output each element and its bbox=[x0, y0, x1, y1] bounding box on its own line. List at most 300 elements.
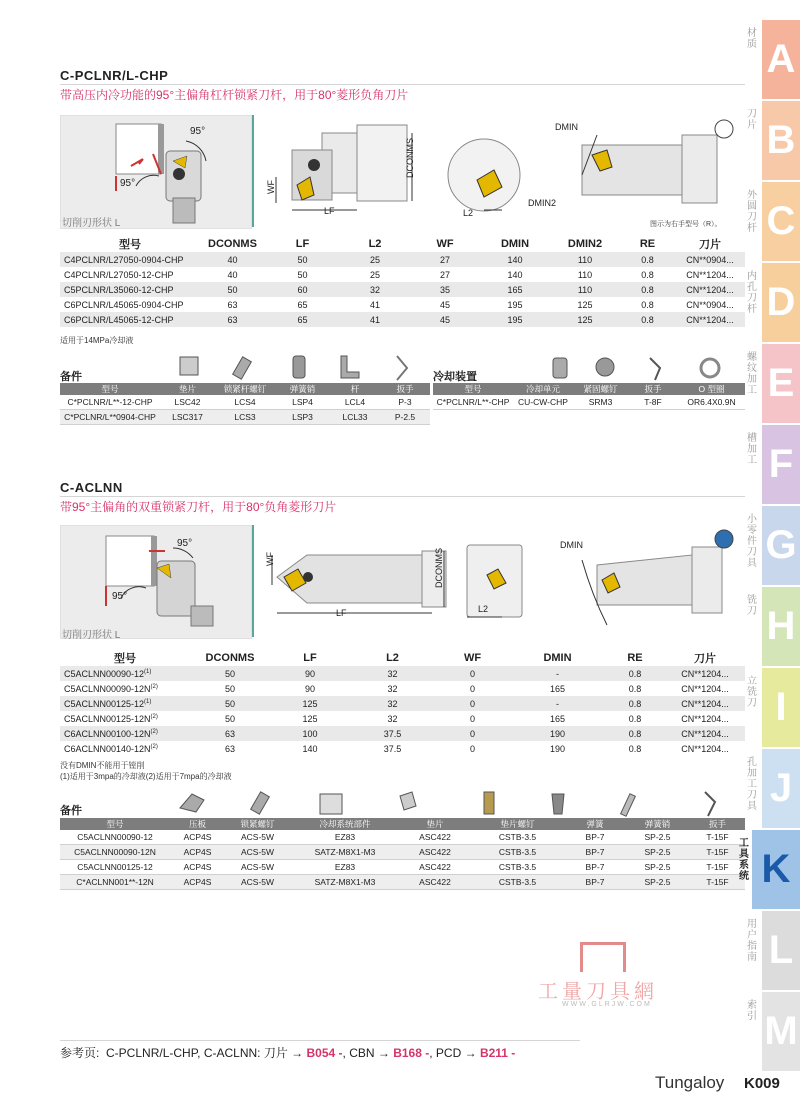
cell: 65 bbox=[265, 312, 340, 327]
cell: CN**1204... bbox=[686, 269, 734, 280]
cell: ASC422 bbox=[400, 830, 470, 845]
col-clamp-screw: 锁紧螺钉 bbox=[225, 818, 290, 830]
cell: LCL33 bbox=[330, 410, 380, 425]
cell: 125 bbox=[577, 299, 593, 310]
cell: C*PCLNR/L**-CHP bbox=[433, 395, 513, 410]
cell: 0 bbox=[469, 683, 475, 694]
cell: CN**1204... bbox=[665, 726, 745, 741]
cell: 125 bbox=[302, 713, 318, 724]
spec-table-2 bbox=[60, 650, 745, 756]
side-tab-h[interactable] bbox=[747, 587, 800, 666]
col-wrench: 扳手 bbox=[690, 818, 745, 830]
col-spring: 弹簧 bbox=[565, 818, 625, 830]
table-row bbox=[60, 741, 745, 756]
screw-icon bbox=[233, 357, 252, 379]
col-lf: LF bbox=[295, 238, 310, 250]
cell: SRM3 bbox=[573, 395, 628, 410]
cell: 165 bbox=[549, 713, 566, 724]
section2-subtitle: 带95°主偏角的双重锁紧刀杆，用于80°负角菱形刀片 bbox=[60, 500, 337, 514]
cell: ASC422 bbox=[400, 860, 470, 875]
pin-icon bbox=[293, 356, 305, 378]
cell: SP-2.5 bbox=[625, 860, 690, 875]
parts-table-2 bbox=[60, 818, 745, 890]
cell: CN**1204... bbox=[681, 743, 729, 754]
cell bbox=[60, 711, 190, 726]
col-re: RE bbox=[627, 652, 643, 664]
side-tab-f[interactable] bbox=[747, 425, 800, 504]
table-row bbox=[60, 282, 745, 297]
table-row bbox=[60, 252, 745, 267]
cell: 140 bbox=[302, 743, 318, 754]
cooling-icons bbox=[545, 352, 745, 382]
cell: 0.8 bbox=[605, 666, 665, 681]
cell: C4PCLNR/L27050-12-CHP bbox=[64, 269, 174, 280]
table-row bbox=[60, 267, 745, 282]
page-number: K009 bbox=[744, 1075, 780, 1092]
cell: 0 bbox=[469, 743, 475, 754]
tab-letter: M bbox=[764, 1009, 798, 1053]
tab-label: 铣刀 bbox=[747, 595, 757, 617]
cell: C6PCLNR/L45065-12-CHP bbox=[60, 312, 200, 327]
cell: 110 bbox=[550, 252, 620, 267]
col-clamp: 压板 bbox=[170, 818, 225, 830]
cell: 190 bbox=[549, 743, 566, 754]
dim-dconms-2: DCONMS bbox=[434, 548, 444, 588]
col-coolant-part: 冷却系统部件 bbox=[290, 818, 400, 830]
cell: 50 bbox=[224, 683, 235, 694]
dim-wf-1: WF bbox=[266, 180, 276, 194]
watermark-url: WWW.GLRJW.COM bbox=[562, 1001, 652, 1008]
cell: 25 bbox=[340, 252, 410, 267]
cell: 90 bbox=[270, 666, 350, 681]
cell: SP-2.5 bbox=[625, 830, 690, 845]
parts-icons-1 bbox=[175, 352, 425, 382]
side-tab-l[interactable] bbox=[747, 911, 800, 990]
cell: 60 bbox=[265, 282, 340, 297]
cell: 32 bbox=[387, 683, 398, 694]
col-shim: 垫片 bbox=[400, 818, 470, 830]
cell: 35 bbox=[410, 282, 480, 297]
side-tab-k[interactable] bbox=[739, 830, 800, 909]
cell: T-15F bbox=[690, 830, 745, 845]
footnote-mark: (2) bbox=[150, 713, 158, 720]
clamp-icon bbox=[180, 794, 204, 812]
section1-subtitle: 带高压内冷功能的95°主偏角杠杆锁紧刀杆，用于80°菱形负角刀片 bbox=[60, 88, 409, 102]
wrench-icon bbox=[705, 792, 715, 816]
cell: CN**1204... bbox=[681, 713, 729, 724]
footnote-mark: (2) bbox=[150, 683, 158, 690]
cell: 0 bbox=[435, 666, 510, 681]
cell: 25 bbox=[369, 269, 380, 280]
parts-table-1 bbox=[60, 383, 430, 425]
col-model: 型号 bbox=[60, 818, 170, 830]
model-text: C5ACLNN00090-12 bbox=[64, 668, 145, 679]
col-o-ring: O 型圈 bbox=[678, 383, 745, 395]
model-text: C6ACLNN00100-12N bbox=[64, 728, 151, 739]
tab-letter: G bbox=[765, 523, 797, 567]
cell: 0.8 bbox=[641, 269, 654, 280]
cell: ACS-5W bbox=[225, 860, 290, 875]
cell: CSTB-3.5 bbox=[470, 845, 565, 860]
section2-title: C-ACLNN bbox=[60, 480, 123, 495]
cell: BP-7 bbox=[565, 830, 625, 845]
table-row bbox=[60, 845, 745, 860]
cutting-edge-panel-2 bbox=[60, 525, 252, 639]
col-dconms: DCONMS bbox=[208, 238, 257, 250]
shim-screw-icon bbox=[484, 792, 494, 814]
side-tab-b[interactable] bbox=[747, 101, 800, 180]
tab-letter: F bbox=[768, 442, 794, 486]
cell: BP-7 bbox=[565, 845, 625, 860]
cell: 27 bbox=[439, 269, 450, 280]
side-tab-c[interactable] bbox=[747, 182, 800, 261]
tab-letter: D bbox=[766, 280, 796, 324]
brand-name: Tungaloy bbox=[655, 1073, 725, 1092]
dim-l2-1: L2 bbox=[463, 208, 474, 218]
col-spring-pin: 弹簧销 bbox=[275, 383, 330, 395]
col-shim: 垫片 bbox=[160, 383, 215, 395]
cell: 40 bbox=[200, 252, 265, 267]
col-model: 型号 bbox=[433, 383, 513, 395]
col-lever-screw: 锁紧杆螺钉 bbox=[215, 383, 275, 395]
dim-lf-2: LF bbox=[336, 608, 347, 618]
tab-label: 小零件刀具 bbox=[747, 514, 757, 569]
section1-title: C-PCLNR/L-CHP bbox=[60, 68, 169, 83]
cell: 140 bbox=[480, 252, 550, 267]
cell: C5ACLNN00125-12 bbox=[60, 860, 170, 875]
tab-label: 内孔刀杆 bbox=[747, 271, 757, 315]
cell: ACP4S bbox=[170, 830, 225, 845]
footnote-mark: (1) bbox=[144, 668, 152, 675]
cell: ACP4S bbox=[170, 860, 225, 875]
col-dmin2: DMIN2 bbox=[567, 238, 603, 250]
footnote-mark: (2) bbox=[150, 728, 158, 735]
cell: 32 bbox=[387, 713, 398, 724]
tab-label: 材质 bbox=[747, 28, 757, 50]
cell: SP-2.5 bbox=[625, 845, 690, 860]
cell: P-3 bbox=[380, 395, 430, 410]
tab-letter: L bbox=[768, 928, 794, 972]
footnote-mark: (1) bbox=[144, 698, 152, 705]
cell: 32 bbox=[350, 696, 435, 711]
reference-text-3: , PCD → bbox=[429, 1046, 477, 1060]
shim-icon bbox=[180, 357, 198, 375]
watermark-text: 工量刀具網 bbox=[538, 981, 658, 1003]
reference-line bbox=[60, 1044, 515, 1061]
cell: 0.8 bbox=[641, 299, 654, 310]
cell: SP-2.5 bbox=[625, 875, 690, 890]
cell: SATZ-M8X1-M3 bbox=[290, 845, 400, 860]
cooling-unit-icon bbox=[553, 358, 567, 378]
coolant-part-icon bbox=[320, 794, 342, 814]
cut-shape-label-2: 切削刃形状 L bbox=[62, 630, 121, 641]
tab-label: 用户指南 bbox=[747, 919, 757, 963]
note-coolant: (1)适用于3mpa的冷却液(2)适用于7mpa的冷却液 bbox=[60, 772, 232, 781]
cell: P-2.5 bbox=[380, 410, 430, 425]
cell: EZ83 bbox=[290, 860, 400, 875]
col-wf: WF bbox=[463, 652, 482, 664]
cell: 27 bbox=[410, 252, 480, 267]
tab-label: 刀片 bbox=[747, 109, 757, 131]
col-wrench: 扳手 bbox=[628, 383, 678, 395]
cell: 0.8 bbox=[620, 312, 675, 327]
cell: T-8F bbox=[628, 395, 678, 410]
cell: T-15F bbox=[690, 860, 745, 875]
teal-separator-1 bbox=[252, 115, 254, 227]
parts-title-2: 备件 bbox=[60, 805, 82, 817]
cell: 190 bbox=[510, 726, 605, 741]
cutting-edge-panel-1 bbox=[60, 115, 252, 229]
cell: 165 bbox=[480, 282, 550, 297]
cell: ACP4S bbox=[170, 845, 225, 860]
cell: 50 bbox=[200, 282, 265, 297]
cell: CSTB-3.5 bbox=[470, 830, 565, 845]
cell: 0 bbox=[469, 713, 475, 724]
cell: 100 bbox=[270, 726, 350, 741]
section2-divider bbox=[60, 496, 745, 497]
cell: 0.8 bbox=[628, 743, 642, 754]
reference-link-b168[interactable]: B168 - bbox=[393, 1046, 430, 1060]
cell: 165 bbox=[549, 683, 566, 694]
table-row bbox=[60, 860, 745, 875]
tab-letter: K bbox=[761, 847, 791, 891]
key-icon bbox=[397, 356, 407, 380]
table-row bbox=[60, 297, 745, 312]
cell: T-15F bbox=[690, 845, 745, 860]
col-l2: L2 bbox=[368, 238, 382, 250]
cut-shape-label-1: 切削刃形状 L bbox=[62, 218, 121, 229]
watermark-logo-icon bbox=[580, 942, 626, 972]
parts-icons-2 bbox=[170, 788, 745, 818]
cutting-edge-diagram-1 bbox=[61, 116, 251, 228]
cell: 50 bbox=[265, 252, 340, 267]
cell bbox=[60, 666, 190, 681]
col-lf: LF bbox=[303, 652, 317, 664]
dim-dmin-1: DMIN bbox=[555, 122, 578, 132]
cell: BP-7 bbox=[565, 875, 625, 890]
side-tab-a[interactable] bbox=[747, 20, 800, 99]
col-insert: 刀片 bbox=[694, 653, 716, 665]
cell: 195 bbox=[507, 299, 523, 310]
cell: LCS4 bbox=[215, 395, 275, 410]
cell: 63 bbox=[224, 743, 235, 754]
col-screw: 紧固螺钉 bbox=[573, 383, 628, 395]
cell: C5ACLNN00090-12N bbox=[60, 845, 170, 860]
cell: 63 bbox=[227, 299, 238, 310]
cell: CN**0904... bbox=[675, 252, 745, 267]
side-tab-d[interactable] bbox=[747, 263, 800, 342]
cell bbox=[60, 696, 190, 711]
cell: 50 bbox=[297, 269, 308, 280]
reference-link-b211[interactable]: B211 - bbox=[479, 1046, 516, 1060]
cell: 50 bbox=[190, 666, 270, 681]
cell: CN**1204... bbox=[665, 696, 745, 711]
cutting-edge-diagram-2 bbox=[61, 526, 251, 638]
cooling-table bbox=[433, 383, 745, 410]
col-wf: WF bbox=[436, 238, 454, 250]
tab-letter: H bbox=[766, 604, 796, 648]
cell: EZ83 bbox=[290, 830, 400, 845]
cell: LSC317 bbox=[160, 410, 215, 425]
dim-dmin2-1: DMIN2 bbox=[528, 198, 557, 208]
cell: 32 bbox=[350, 666, 435, 681]
cell: 110 bbox=[550, 282, 620, 297]
side-tab-e[interactable] bbox=[747, 344, 800, 423]
col-model: 型号 bbox=[60, 383, 160, 395]
cell: CU-CW-CHP bbox=[513, 395, 573, 410]
cell: LCS3 bbox=[215, 410, 275, 425]
cell: 41 bbox=[369, 299, 380, 310]
spec-table-2-header bbox=[60, 650, 745, 666]
cell: 45 bbox=[410, 312, 480, 327]
col-dmin: DMIN bbox=[543, 652, 572, 664]
model-text: C5ACLNN00125-12N bbox=[64, 713, 151, 724]
cell: CN**1204... bbox=[675, 312, 745, 327]
cell: 41 bbox=[340, 312, 410, 327]
cell: BP-7 bbox=[565, 860, 625, 875]
reference-link-b054[interactable]: B054 - bbox=[306, 1046, 343, 1060]
side-tab-i[interactable] bbox=[747, 668, 800, 747]
cell: C4PCLNR/L27050-0904-CHP bbox=[60, 252, 200, 267]
cell: 37.5 bbox=[350, 726, 435, 741]
col-l2: L2 bbox=[386, 652, 399, 664]
lever-icon bbox=[341, 356, 359, 378]
cell: 0.8 bbox=[620, 252, 675, 267]
col-dconms: DCONMS bbox=[205, 652, 255, 664]
tab-letter: C bbox=[766, 199, 796, 243]
cell: 0.8 bbox=[620, 282, 675, 297]
cell: LSC42 bbox=[160, 395, 215, 410]
parts-title-1: 备件 bbox=[60, 371, 82, 383]
cell: 195 bbox=[480, 312, 550, 327]
cell: 110 bbox=[577, 269, 593, 280]
cell: 50 bbox=[224, 713, 235, 724]
table-row bbox=[60, 726, 745, 741]
table-row bbox=[60, 830, 745, 845]
cell: ACS-5W bbox=[225, 845, 290, 860]
cell: C5PCLNR/L35060-12-CHP bbox=[60, 282, 200, 297]
cell: 50 bbox=[190, 696, 270, 711]
figure-note-1: 图示为右手型号（R）。 bbox=[650, 221, 722, 228]
spring-pin-icon bbox=[621, 794, 636, 816]
dim-lf-1: LF bbox=[324, 206, 335, 216]
tab-label: 槽加工 bbox=[747, 433, 757, 466]
cell bbox=[60, 741, 190, 756]
cell: 32 bbox=[340, 282, 410, 297]
spec-table-1-header bbox=[60, 236, 745, 252]
angle-label-2a: 95° bbox=[177, 538, 193, 549]
tab-label: 索引 bbox=[747, 1000, 757, 1022]
dim-l2-2: L2 bbox=[478, 604, 489, 614]
cell: 0 bbox=[435, 726, 510, 741]
cell: LCL4 bbox=[330, 395, 380, 410]
cell: C*PCLNR/L**-12-CHP bbox=[60, 395, 160, 410]
col-spring-pin: 弹簧销 bbox=[625, 818, 690, 830]
table-row bbox=[60, 711, 745, 726]
tab-letter: B bbox=[766, 118, 796, 162]
section1-divider bbox=[60, 84, 745, 85]
angle-label-2b: 95° bbox=[112, 591, 128, 602]
cell: 40 bbox=[227, 269, 238, 280]
table-row bbox=[60, 666, 745, 681]
angle-label-1a: 95° bbox=[190, 126, 206, 137]
cell: 65 bbox=[297, 299, 308, 310]
dimension-drawing-2 bbox=[262, 525, 742, 637]
o-ring-icon bbox=[701, 359, 719, 377]
screw-icon bbox=[251, 792, 270, 814]
wrench-icon bbox=[650, 358, 660, 380]
table-row bbox=[60, 696, 745, 711]
cell: 63 bbox=[200, 312, 265, 327]
cell: OR6.4X0.9N bbox=[678, 395, 745, 410]
table-row bbox=[60, 875, 745, 890]
cell: T-15F bbox=[690, 875, 745, 890]
col-re: RE bbox=[639, 238, 656, 250]
cell: ACS-5W bbox=[225, 875, 290, 890]
cell: 45 bbox=[439, 299, 450, 310]
tab-label: 孔加工刀具 bbox=[747, 757, 757, 812]
cell: SATZ-M8X1-M3 bbox=[290, 875, 400, 890]
table-row bbox=[433, 395, 745, 410]
cell: 0.8 bbox=[628, 683, 642, 694]
cell: 37.5 bbox=[383, 743, 402, 754]
cell: 140 bbox=[507, 269, 523, 280]
cooling-title: 冷却装置 bbox=[433, 371, 477, 383]
footer-divider bbox=[60, 1040, 580, 1041]
cell: CN**0904... bbox=[686, 299, 734, 310]
cell: LSP4 bbox=[275, 395, 330, 410]
angle-label-1b: 95° bbox=[120, 178, 136, 189]
col-model: 型号 bbox=[114, 653, 136, 665]
tab-label: 立铣刀 bbox=[747, 676, 757, 709]
spring-icon bbox=[552, 794, 564, 814]
tab-letter: J bbox=[769, 766, 793, 810]
note-dmin: 没有DMIN不能用于镗削 bbox=[60, 761, 145, 770]
col-wrench: 扳手 bbox=[380, 383, 430, 395]
cell: 63 bbox=[190, 726, 270, 741]
cell: C5ACLNN00090-12 bbox=[60, 830, 170, 845]
dim-dmin-2: DMIN bbox=[560, 540, 583, 550]
side-tab-m[interactable] bbox=[747, 992, 800, 1071]
note-14mpa: 适用于14MPa冷却液 bbox=[60, 336, 134, 345]
cell: ACP4S bbox=[170, 875, 225, 890]
col-shim-screw: 垫片螺钉 bbox=[470, 818, 565, 830]
cell: C*PCLNR/L**0904-CHP bbox=[60, 410, 160, 425]
cell: ASC422 bbox=[400, 845, 470, 860]
model-text: C5ACLNN00125-12 bbox=[64, 698, 145, 709]
cell: 0.8 bbox=[605, 696, 665, 711]
col-cooling-unit: 冷却单元 bbox=[513, 383, 573, 395]
cell bbox=[60, 681, 190, 696]
cell: - bbox=[510, 696, 605, 711]
table-row bbox=[60, 681, 745, 696]
reference-text-1: C-PCLNR/L-CHP, C-ACLNN: 刀片 → bbox=[106, 1046, 304, 1060]
cell: ASC422 bbox=[400, 875, 470, 890]
cell: LSP3 bbox=[275, 410, 330, 425]
cell: CSTB-3.5 bbox=[470, 860, 565, 875]
col-model: 型号 bbox=[119, 239, 141, 251]
side-tab-g[interactable] bbox=[747, 506, 800, 585]
cell: 125 bbox=[270, 696, 350, 711]
tab-label: 工具系统 bbox=[739, 838, 749, 882]
teal-separator-2 bbox=[252, 525, 254, 637]
side-tab-j[interactable] bbox=[747, 749, 800, 828]
col-dmin: DMIN bbox=[500, 238, 530, 250]
cell: C*ACLNN001**-12N bbox=[60, 875, 170, 890]
cell: 0.8 bbox=[628, 713, 642, 724]
table-row bbox=[60, 395, 430, 410]
cell: CN**1204... bbox=[675, 282, 745, 297]
